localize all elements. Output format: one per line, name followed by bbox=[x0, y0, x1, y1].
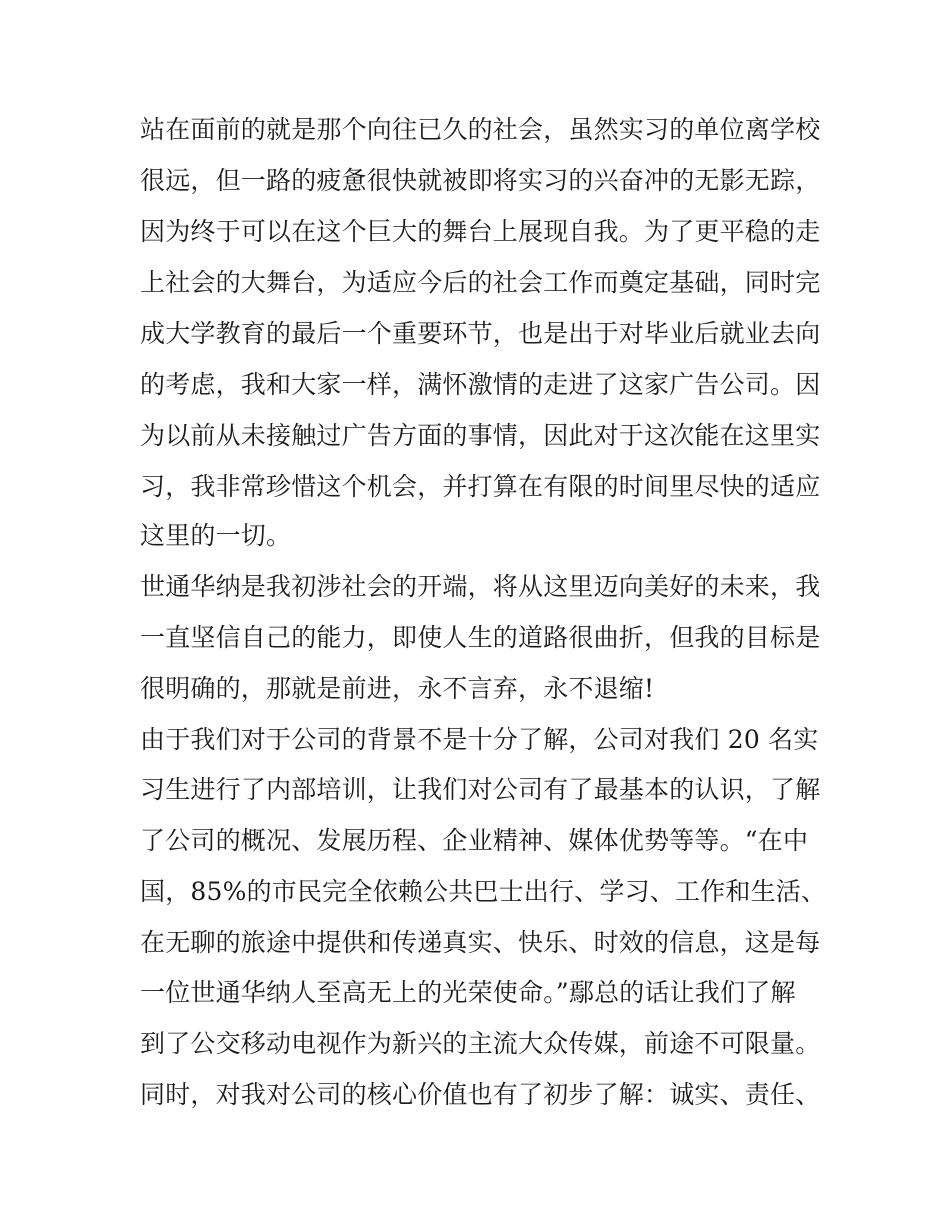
text-line: 习，我非常珍惜这个机会，并打算在有限的时间里尽快的适应 bbox=[140, 472, 821, 501]
text-line: 国，85%的市民完全依赖公共巴士出行、学习、工作和生活、 bbox=[140, 877, 827, 906]
text-line: 很远，但一路的疲惫很快就被即将实习的兴奋冲的无影无踪， bbox=[140, 166, 821, 195]
text-line: 由于我们对于公司的背景不是十分了解，公司对我们 20 名实 bbox=[140, 725, 819, 754]
text-line: 在无聊的旅途中提供和传递真实、快乐、时效的信息，这是每 bbox=[140, 928, 821, 957]
text-line: 同时，对我对公司的核心价值也有了初步了解：诚实、责任、 bbox=[140, 1080, 821, 1109]
text-line: 上社会的大舞台，为适应今后的社会工作而奠定基础，同时完 bbox=[140, 268, 821, 297]
text-line: 很明确的，那就是前进，永不言弃，永不退缩! bbox=[140, 674, 655, 703]
text-line: 的考虑，我和大家一样，满怀激情的走进了这家广告公司。因 bbox=[140, 370, 821, 399]
text-line: 一直坚信自己的能力，即使人生的道路很曲折，但我的目标是 bbox=[140, 623, 821, 652]
text-line: 到了公交移动电视作为新兴的主流大众传媒，前途不可限量。 bbox=[140, 1029, 821, 1058]
text-line: 习生进行了内部培训，让我们对公司有了最基本的认识，了解 bbox=[140, 775, 821, 804]
text-line: 因为终于可以在这个巨大的舞台上展现自我。为了更平稳的走 bbox=[140, 217, 821, 246]
text-line: 站在面前的就是那个向往已久的社会，虽然实习的单位离学校 bbox=[140, 115, 821, 144]
text-line: 了公司的概况、发展历程、企业精神、媒体优势等等。“在中 bbox=[140, 826, 809, 855]
text-line: 这里的一切。 bbox=[140, 521, 292, 550]
text-line: 一位世通华纳人至高无上的光荣使命。”鄢总的话让我们了解 bbox=[140, 978, 796, 1007]
text-line: 为以前从未接触过广告方面的事情，因此对于这次能在这里实 bbox=[140, 421, 821, 450]
text-line: 成大学教育的最后一个重要环节，也是出于对毕业后就业去向 bbox=[140, 319, 821, 348]
text-line: 世通华纳是我初涉社会的开端，将从这里迈向美好的未来，我 bbox=[140, 572, 821, 601]
